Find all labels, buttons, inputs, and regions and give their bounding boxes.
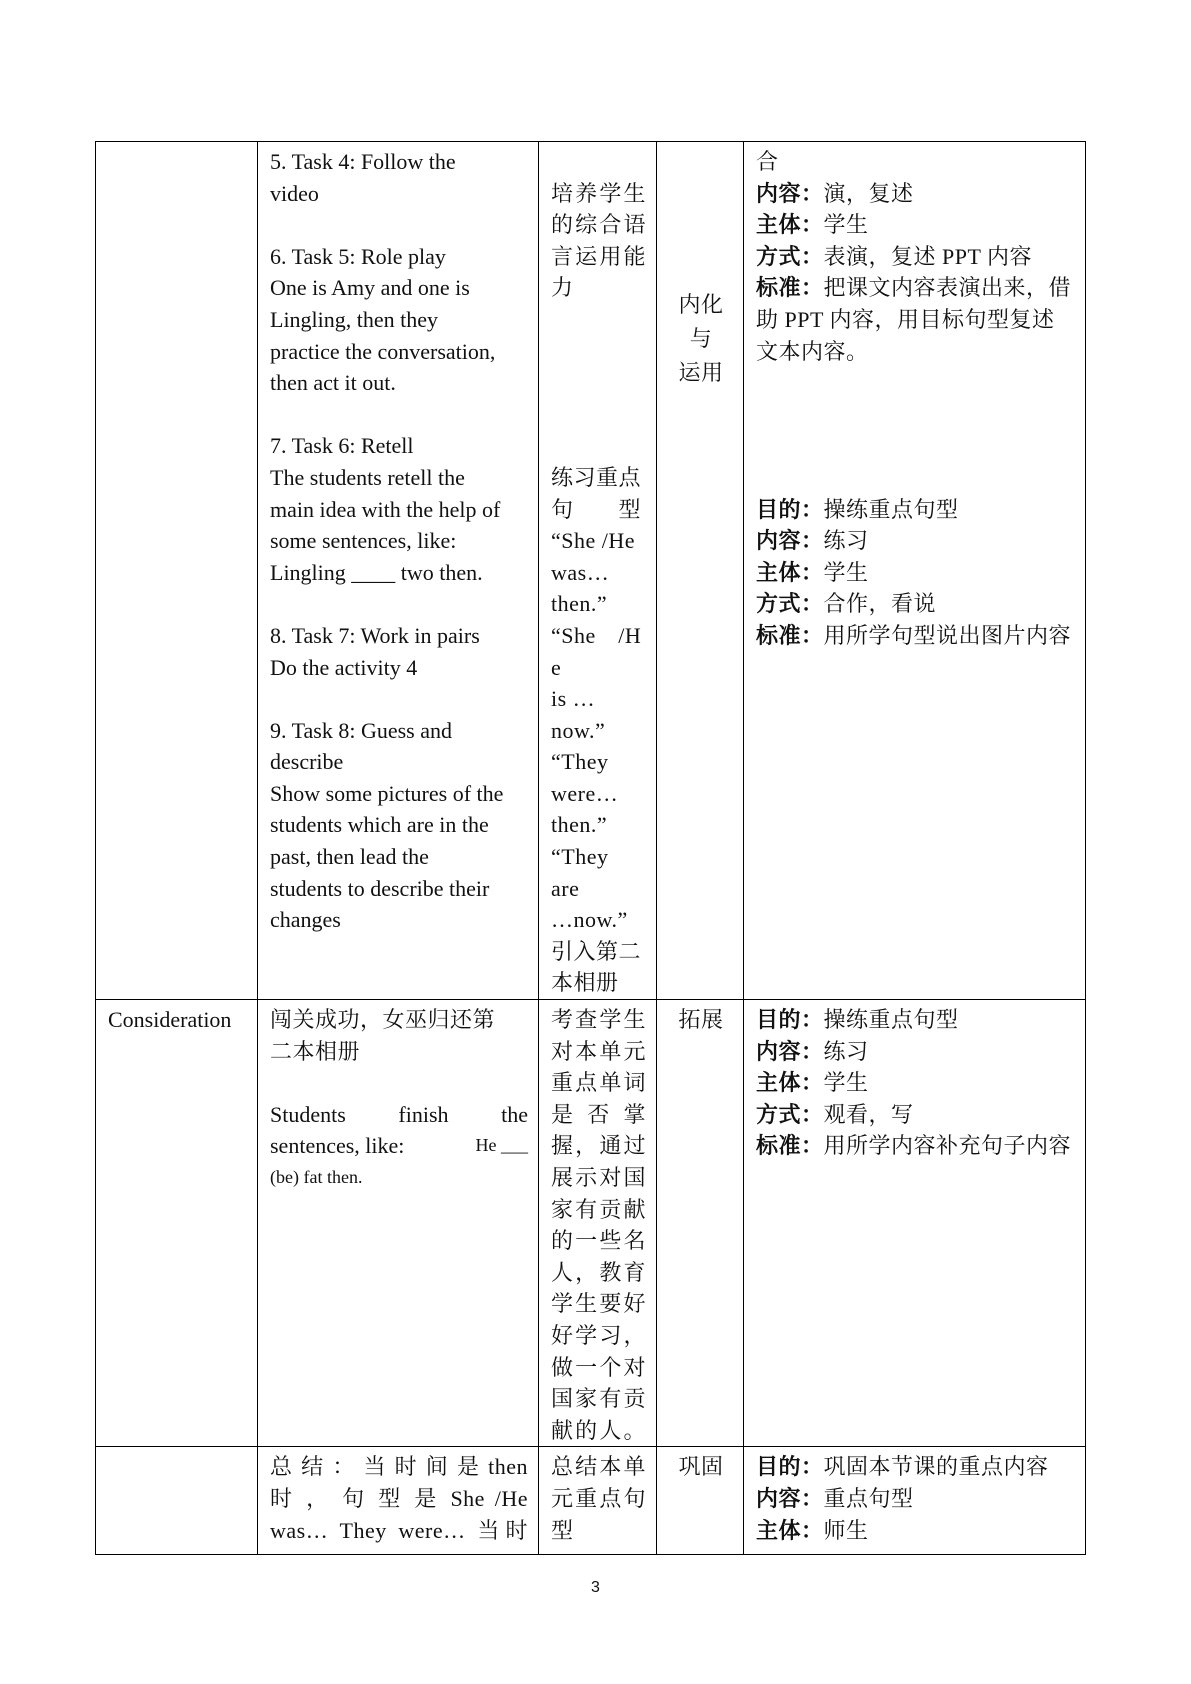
- evaluation-text: 把课文内容表演出来，借助 PPT 内容，用目标句型复述文本内容。: [756, 275, 1072, 364]
- purpose-line: 言运用能: [551, 243, 646, 269]
- step-line: [270, 683, 528, 715]
- evaluation-label: 标准：: [756, 622, 824, 648]
- purpose-cell: [539, 142, 657, 1000]
- evaluation-label: 目的：: [756, 496, 824, 522]
- purpose-line: 握，通过: [551, 1133, 646, 1159]
- stage-cell: [657, 1000, 744, 1447]
- evaluation-item: [756, 1451, 1075, 1483]
- step-line: Show some pictures of the: [270, 780, 504, 806]
- steps-cell: [258, 1000, 539, 1447]
- evaluation-cell: [744, 1447, 1086, 1555]
- step-line: Students finish the: [270, 1101, 528, 1127]
- purpose-line: then.”: [551, 591, 608, 617]
- purpose-line: “They: [551, 749, 609, 775]
- purpose-b: [551, 462, 646, 999]
- purpose-line: 的一些名: [551, 1228, 646, 1254]
- evaluation-label: 内容：: [756, 528, 824, 554]
- purpose-line: 展示对国: [551, 1165, 646, 1190]
- evaluation-cell: [744, 1000, 1086, 1447]
- evaluation-item: [756, 525, 1075, 557]
- step-line: was… They were… 当时: [270, 1517, 528, 1543]
- evaluation-label: 方式：: [756, 591, 824, 617]
- purpose-line: 好学习，: [551, 1322, 646, 1348]
- phase-cell: [96, 1447, 258, 1555]
- purpose-line: 力: [551, 275, 574, 301]
- purpose-line: “She /He: [551, 528, 636, 554]
- table-row: [96, 142, 1086, 1000]
- purpose-line: 重点单词: [551, 1070, 646, 1096]
- purpose-line: 国家有贡: [551, 1386, 646, 1412]
- evaluation-item: [756, 178, 1075, 210]
- purpose-line: 型: [551, 1517, 574, 1543]
- evaluation-label: 主体：: [756, 559, 824, 585]
- page-number: 3: [591, 1579, 600, 1596]
- phase-cell: [96, 142, 258, 1000]
- phase-label: Consideration: [108, 1007, 232, 1033]
- evaluation-text: 用所学内容补充句子内容: [823, 1133, 1072, 1159]
- purpose-line: then.”: [551, 812, 608, 838]
- step-line: then act it out.: [270, 370, 396, 396]
- evaluation-item: [756, 494, 1075, 526]
- step-line: 9. Task 8: Guess and: [270, 717, 452, 743]
- stage-line: 拓展: [678, 1007, 724, 1033]
- step-line: 6. Task 5: Role play: [270, 243, 446, 269]
- purpose-line: is …now.”: [551, 686, 606, 743]
- purpose-line: 句 型: [551, 496, 642, 522]
- evaluation-a: [756, 178, 1075, 368]
- evaluation-text: 学生: [823, 559, 869, 585]
- purpose: [551, 1451, 646, 1546]
- purpose-line: were…: [551, 780, 619, 806]
- evaluation-b: [756, 494, 1075, 652]
- evaluation-label: 方式：: [756, 243, 824, 269]
- evaluation-text: 操练重点句型: [823, 496, 959, 522]
- evaluation-item: [756, 209, 1075, 241]
- step-line: past, then lead the: [270, 844, 429, 870]
- step-line: video: [270, 180, 319, 206]
- evaluation-item: [756, 557, 1075, 589]
- purpose-line: 做一个对: [551, 1354, 646, 1380]
- eval-first-line: 合: [756, 149, 779, 174]
- step-line: students which are in the: [270, 812, 489, 838]
- step-line: [270, 399, 528, 431]
- evaluation-label: 内容：: [756, 1038, 824, 1064]
- step-line: Lingling ____ two then.: [270, 559, 483, 585]
- purpose-line: 考查学生: [551, 1007, 646, 1033]
- evaluation-item: [756, 1004, 1075, 1036]
- stage-line: 与: [689, 326, 713, 351]
- step-text: He ___: [475, 1135, 528, 1156]
- purpose-line: 总结本单: [551, 1454, 646, 1480]
- evaluation-item: [756, 1483, 1075, 1515]
- step-line: [270, 209, 528, 241]
- evaluation-label: 标准：: [756, 1133, 824, 1159]
- step-line: 总 结 ： 当 时 间 是 then: [270, 1454, 528, 1480]
- evaluation-text: 演，复述: [823, 180, 914, 206]
- purpose-line: 引入第二: [551, 938, 642, 964]
- stage-cell: [657, 142, 744, 1000]
- step-line: 时 ， 句 型 是 She /He: [270, 1485, 528, 1511]
- evaluation: [756, 1004, 1075, 1162]
- evaluation-item: [756, 588, 1075, 620]
- purpose-line: 学生要好: [551, 1291, 646, 1317]
- evaluation-label: 主体：: [756, 1517, 824, 1543]
- evaluation-label: 主体：: [756, 212, 824, 238]
- step-line: practice the conversation,: [270, 338, 496, 364]
- step-line: describe: [270, 749, 344, 775]
- step-text: sentences, like:: [270, 1133, 405, 1159]
- step-line: One is Amy and one is: [270, 275, 470, 301]
- step-line: main idea with the help of: [270, 496, 501, 522]
- evaluation-text: 练习: [823, 1038, 869, 1064]
- evaluation-text: 合作，看说: [823, 591, 937, 617]
- evaluation-text: 学生: [823, 212, 869, 238]
- step-line: (be) fat then.: [270, 1167, 363, 1187]
- evaluation: [756, 1451, 1075, 1546]
- evaluation-item: [756, 1036, 1075, 1068]
- evaluation-text: 操练重点句型: [823, 1007, 959, 1033]
- evaluation-label: 目的：: [756, 1454, 824, 1480]
- evaluation-item: [756, 620, 1075, 652]
- purpose-line: 本相册: [551, 970, 619, 996]
- purpose-line: was…: [551, 559, 610, 585]
- purpose-line: 的综合语: [551, 212, 646, 238]
- purpose-line: 对本单元: [551, 1038, 646, 1064]
- stage-line: 内化: [678, 292, 724, 317]
- purpose-line: 练习重点: [551, 464, 642, 490]
- evaluation-item: [756, 1515, 1075, 1547]
- step-line: 闯关成功，女巫归还第: [270, 1007, 496, 1033]
- phase-cell: [96, 1000, 258, 1447]
- evaluation-text: 巩固本节课的重点内容: [823, 1454, 1049, 1480]
- step-line: 二本相册: [270, 1038, 361, 1064]
- evaluation-item: [756, 1130, 1075, 1162]
- evaluation-item: [756, 1067, 1075, 1099]
- steps-cell: [258, 1447, 539, 1555]
- step-line: 8. Task 7: Work in pairs: [270, 622, 480, 648]
- purpose-line: 家有贡献: [551, 1196, 646, 1222]
- purpose-line: “They are: [551, 844, 631, 901]
- stage-cell: [657, 1447, 744, 1555]
- step-line: changes: [270, 907, 341, 933]
- evaluation-text: 师生: [823, 1517, 869, 1543]
- evaluation-text: 观看，写: [823, 1101, 914, 1127]
- purpose-line: 元重点句: [551, 1485, 646, 1511]
- step-line: The students retell the: [270, 464, 465, 490]
- evaluation-text: 练习: [823, 528, 869, 554]
- evaluation-text: 重点句型: [823, 1485, 914, 1511]
- step-line: some sentences, like:: [270, 528, 457, 554]
- step-line: Do the activity 4: [270, 654, 418, 680]
- evaluation-label: 内容：: [756, 180, 824, 206]
- purpose-line: 人，教育: [551, 1259, 646, 1285]
- evaluation-label: 主体：: [756, 1070, 824, 1096]
- evaluation-label: 目的：: [756, 1007, 824, 1033]
- step-line: 7. Task 6: Retell: [270, 433, 414, 459]
- step-line: students to describe their: [270, 875, 490, 901]
- evaluation-label: 标准：: [756, 275, 824, 301]
- steps-cell: [258, 142, 539, 1000]
- purpose: [551, 1004, 646, 1446]
- evaluation-item: [756, 241, 1075, 273]
- step-line: [270, 1130, 528, 1162]
- evaluation-label: 方式：: [756, 1101, 824, 1127]
- evaluation-cell: [744, 142, 1086, 1000]
- purpose-line: …now.”: [551, 907, 628, 933]
- step-line: [270, 588, 528, 620]
- step-line: Lingling, then they: [270, 306, 439, 332]
- evaluation-item: [756, 1099, 1075, 1131]
- purpose-line: “She /He: [551, 622, 642, 680]
- evaluation-text: 用所学句型说出图片内容: [823, 622, 1072, 648]
- evaluation-item: [756, 272, 1075, 367]
- purpose-a: [551, 178, 646, 304]
- purpose-line: 是 否 掌: [551, 1101, 646, 1127]
- evaluation-label: 内容：: [756, 1485, 824, 1511]
- step-line: 5. Task 4: Follow the: [270, 149, 456, 174]
- table-row: [96, 1447, 1086, 1555]
- stage-line: 运用: [678, 360, 724, 385]
- purpose-line: 献的人。: [551, 1417, 646, 1443]
- purpose-cell: [539, 1000, 657, 1447]
- purpose-line: 培养学生: [551, 180, 646, 206]
- stage-line: 巩固: [678, 1454, 724, 1480]
- lesson-plan-table: [95, 141, 1086, 1555]
- evaluation-text: 学生: [823, 1070, 869, 1096]
- purpose-cell: [539, 1447, 657, 1555]
- table-row: [96, 1000, 1086, 1447]
- evaluation-text: 表演，复述 PPT 内容: [823, 243, 1033, 269]
- steps-list: [270, 146, 528, 936]
